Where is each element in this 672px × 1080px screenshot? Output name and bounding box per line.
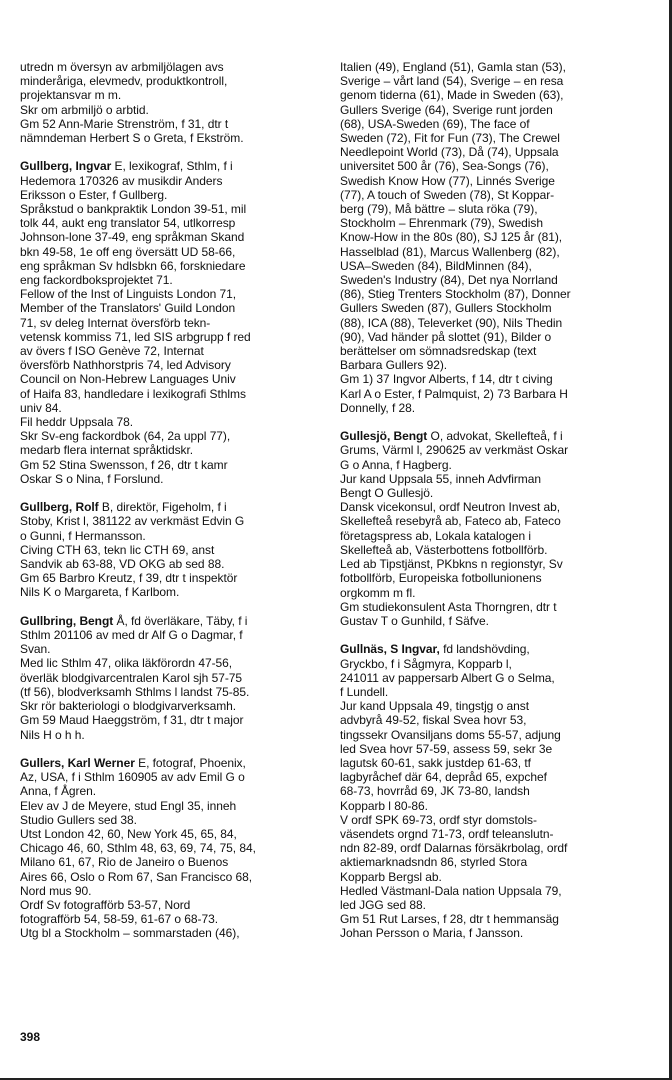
entry-text-line: lagutsk 60-61, sakk justdep 61-63, tf [340,755,531,770]
entry-text-line: Civing CTH 63, tekn lic CTH 69, anst [20,542,215,557]
entry-name: Gullnäs, S Ingvar, [340,642,440,657]
entry-text-line: Nils K o Margareta, f Karlbom. [20,585,180,600]
entry-text-line: (tf 56), blodverksamh Sthlms l landst 75-85. [20,684,250,699]
entry-text-line: Nord mus 90. [20,883,92,898]
entry-text-line: Jur kand Uppsala 49, tingstjg o anst [340,699,529,714]
entry-text-line: Skr rör bakteriologi o blodgivarverksamh. [20,699,237,714]
entry-text-line: Bengt O Gullesjö. [340,486,434,501]
biography-entry [20,159,310,486]
entry-text-line: Gullers Sweden (87), Gullers Stockholm [340,301,552,316]
entry-text-line: Ordf Sv fotografförb 53-57, Nord [20,897,191,912]
entry-text-line: eng fackordboksprojektet 71. [20,273,173,288]
entry-text-line: 71, sv deleg Internat översförb tekn- [20,315,211,330]
entry-title: E, fotograf, Phoenix, [134,755,246,770]
entry-name: Gullberg, Ingvar [20,159,112,174]
entry-text-line: Anna, f Ågren. [20,784,97,799]
entry-text-line: universitet 500 år (76), Sea-Songs (76), [340,159,549,174]
entry-text-line: väsendets orgnd 71-73, ordf teleanslutn- [340,826,554,841]
entry-text-line: Council on Non-Hebrew Languages Univ [20,372,236,387]
entry-text-line: medarb flera internat språktidskr. [20,443,194,458]
entry-text-line: Stoby, Krist l, 381122 av verkmäst Edvin G [20,514,245,529]
entry-text-line: lagbyråchef där 64, depråd 65, expchef [340,770,547,785]
entry-text-line: univ 84. [20,400,62,415]
entry-text-line: ndn 82-89, ordf Dalarnas försäkrbolag, ordf [340,841,568,856]
entry-text-line: 241011 av pappersarb Albert G o Selma, [340,670,555,685]
entry-text-line: Fellow of the Inst of Linguists London 71, [20,287,237,302]
entry-text-line: bkn 49-58, 1e off eng översätt UD 58-66, [20,244,236,259]
entry-text-line: Svan. [20,642,51,657]
entry-text-line: Donnelly, f 28. [340,400,416,415]
entry-text-line: led Svea hovr 57-59, assess 59, sekr 3e [340,741,553,756]
entry-text-line: berg (79), Må bättre – sluta röka (79), [340,202,538,217]
entry-text-line: Kopparb l 80-86. [340,798,428,813]
entry-text-line: Gm 65 Barbro Kreutz, f 39, dtr t inspektör [20,571,238,586]
entry-text-line: Gryckbo, f i Sågmyra, Kopparb l, [340,656,512,671]
entry-text-line: vetensk kommiss 71, led SIS arbgrupp f red [20,329,251,344]
entry-title: Å, fd överläkare, Täby, f i [113,613,248,628]
entry-text-line: Aires 66, Oslo o Rom 67, San Francisco 68, [20,869,253,884]
entry-first-line [20,756,310,770]
entry-text-line: Needlepoint World (73), Då (74), Uppsala [340,145,559,160]
entry-text-line: Med lic Sthlm 47, olika läkförordn 47-56, [20,656,233,671]
entry-text-line: (68), USA-Sweden (69), The face of [340,116,530,131]
entry-first-line [340,642,630,656]
entry-text-line: Italien (49), England (51), Gamla stan (53), [340,60,566,74]
entry-text-line: Oskar S o Nina, f Forslund. [20,471,164,486]
entry-text-line: eng språkman Sv hdlsbkn 66, forskniedare [20,258,246,273]
entry-text-line: Led ab Tipstjänst, PKbkns n regionstyr, Sv [340,557,563,572]
entry-text-line: Know-How in the 80s (80), SJ 125 år (81), [340,230,563,245]
entry-text-line: Az, USA, f i Sthlm 160905 av adv Emil G o [20,770,245,785]
biography-entry [20,500,310,599]
entry-text-line: orgkomm m fl. [340,585,416,600]
entry-text-line: fotografförb 54, 58-59, 61-67 o 68-73. [20,912,219,927]
entry-title: B, direktör, Figeholm, f i [98,500,227,515]
entry-text-line: Member of the Translators' Guild London [20,301,236,316]
entry-text-line: minderåriga, elevmedv, produktkontroll, [20,74,228,89]
entry-continuation [20,60,310,145]
entry-text-line: Johan Persson o Maria, f Jansson. [340,926,524,941]
entry-text-line: Sthlm 201106 av med dr Alf G o Dagmar, f [20,628,243,643]
entry-text-line: Skellefteå ab, Västerbottens fotbollförb. [340,542,548,557]
entry-text-line: Hedemora 170326 av musikdir Anders [20,173,223,188]
entry-text-line: of Haifa 83, handledare i lexikografi Sthlms [20,386,246,401]
left-column [20,60,310,955]
entry-text-line: led JGG sed 88. [340,897,426,912]
entry-name: Gullers, Karl Werner [20,755,135,770]
entry-text-line: 68-73, hovrråd 69, JK 73-80, landsh [340,784,530,799]
entry-text-line: Swedish Know How (77), Linnés Sverige [340,173,555,188]
entry-text-line: Karl A o Ester, f Palmquist, 2) 73 Barbara H [340,386,568,401]
entry-title: E, lexikograf, Sthlm, f i [111,159,233,174]
entry-text-line: f Lundell. [340,684,389,699]
entry-text-line: Grums, Värml l, 290625 av verkmäst Oskar [340,443,569,458]
entry-text-line: Gm 1) 37 Ingvor Alberts, f 14, dtr t civing [340,372,553,387]
entry-text-line: advbyrå 49-52, fiskal Svea hovr 53, [340,713,527,728]
entry-text-line: Gm studiekonsulent Asta Thorngren, dtr t [340,599,557,614]
entry-text-line: genom tiderna (61), Made in Sweden (63), [340,88,564,103]
entry-text-line: Sweden (72), Fit for Fun (73), The Crewel [340,131,560,146]
entry-text-line: av övers f ISO Genève 72, Internat [20,344,204,359]
entry-title: fd landshövding, [439,642,530,657]
page-number: 398 [20,1030,41,1044]
entry-text-line: nämndeman Herbert S o Greta, f Ekström. [20,131,244,146]
entry-text-line: Sverige – vårt land (54), Sverige – en resa [340,74,564,89]
entry-text-line: Elev av J de Meyere, stud Engl 35, inneh [20,798,237,813]
entry-text-line: Eriksson o Ester, f Gullberg. [20,187,168,202]
entry-text-line: Hasselblad (81), Marcus Wallenberg (82), [340,244,560,259]
entry-text-line: utredn m översyn av arbmiljölagen avs [20,60,224,74]
entry-text-line: Kopparb Bergsl ab. [340,869,442,884]
entry-text-line: Gm 52 Ann-Marie Strenström, f 31, dtr t [20,116,229,131]
entry-text-line: G o Anna, f Hagberg. [340,457,452,472]
entry-text-line: Sweden's Industry (84), Det nya Norrland [340,273,558,288]
entry-text-line: projektansvar m m. [20,88,122,103]
entry-text-line: Fil heddr Uppsala 78. [20,415,134,430]
entry-text-line: Studio Gullers sed 38. [20,812,137,827]
entry-text-line: överläk blodgivarcentralen Karol sjh 57-75 [20,670,243,685]
entry-continuation [340,60,630,415]
entry-text-line: Nils H o h h. [20,727,85,742]
entry-text-line: berättelser om sömnadsredskap (text [340,344,537,359]
entry-text-line: aktiemarknadsndn 86, styrled Stora [340,855,528,870]
entry-text-line: USA–Sweden (84), BildMinnen (84), [340,258,532,273]
entry-text-line: Utg bl a Stockholm – sommarstaden (46), [20,926,240,941]
entry-text-line: Sandvik ab 63-88, VD OKG ab sed 88. [20,557,225,572]
entry-text-line: fotbollförb, Europeiska fotbollunionens [340,571,542,586]
entry-name: Gullberg, Rolf [20,500,99,515]
entry-text-line: Barbara Gullers 92). [340,358,448,373]
entry-text-line: tolk 44, aukt eng translator 54, utlkorresp [20,216,236,231]
entry-text-line: tingssekr Ovansiljans doms 55-57, adjung [340,727,561,742]
entry-first-line [20,614,310,628]
right-column [340,60,630,955]
entry-text-line: Språkstud o bankpraktik London 39-51, mil [20,202,247,217]
entry-text-line: Skr om arbmiljö o arbtid. [20,102,149,117]
biography-entry [20,756,310,941]
entry-first-line [20,500,310,514]
entry-text-line: Hedled Västmanl-Dala nation Uppsala 79, [340,883,562,898]
entry-text-line: Milano 61, 67, Rio de Janeiro o Buenos [20,855,229,870]
entry-text-line: (90), Vad händer på slottet (91), Bilder o [340,329,552,344]
entry-text-line: Johnson-lone 37-49, eng språkman Skand [20,230,245,245]
entry-text-line: (77), A touch of Sweden (78), St Koppar- [340,187,555,202]
entry-text-line: Gustav T o Gunhild, f Säfve. [340,613,489,628]
entry-text-line: översförb Nathhorstpris 74, led Advisory [20,358,231,373]
entry-text-line: Jur kand Uppsala 55, inneh Advfirman [340,471,541,486]
entry-text-line: (86), Stieg Trenters Stockholm (87), Donner [340,287,571,302]
entry-text-line: V ordf SPK 69-73, ordf styr domstols- [340,812,537,827]
entry-text-line: Dansk vicekonsul, ordf Neutron Invest ab, [340,500,561,515]
biography-entry [20,614,310,742]
entry-text-line: Gm 59 Maud Haeggström, f 31, dtr t major [20,713,244,728]
entry-text-line: Utst London 42, 60, New York 45, 65, 84, [20,826,237,841]
entry-text-line: Stockholm – Ehrenmark (79), Swedish [340,216,544,231]
entry-first-line [340,429,630,443]
biography-entry [340,429,630,628]
entry-text-line: Skellefteå resebyrå ab, Fateco ab, Fateco [340,514,561,529]
entry-name: Gullbring, Bengt [20,613,114,628]
entry-text-line: (88), ICA (88), Televerket (90), Nils Thedin [340,315,563,330]
entry-text-line: Chicago 46, 60, Sthlm 48, 63, 69, 74, 75, 84, [20,841,256,856]
entry-text-line: o Gunni, f Hermansson. [20,528,146,543]
entry-text-line: Skr Sv-eng fackordbok (64, 2a uppl 77), [20,429,231,444]
entry-text-line: företagspress ab, Lokala katalogen i [340,528,531,543]
entry-text-line: Gm 51 Rut Larses, f 28, dtr t hemmansäg [340,912,559,927]
entry-text-line: Gullers Sverige (64), Sverige runt jorden [340,102,553,117]
biography-entry [340,642,630,940]
entry-name: Gullesjö, Bengt [340,429,428,444]
entry-first-line [20,159,310,173]
entry-text-line: Gm 52 Stina Swensson, f 26, dtr t kamr [20,457,228,472]
entry-title: O, advokat, Skellefteå, f i [427,429,563,444]
